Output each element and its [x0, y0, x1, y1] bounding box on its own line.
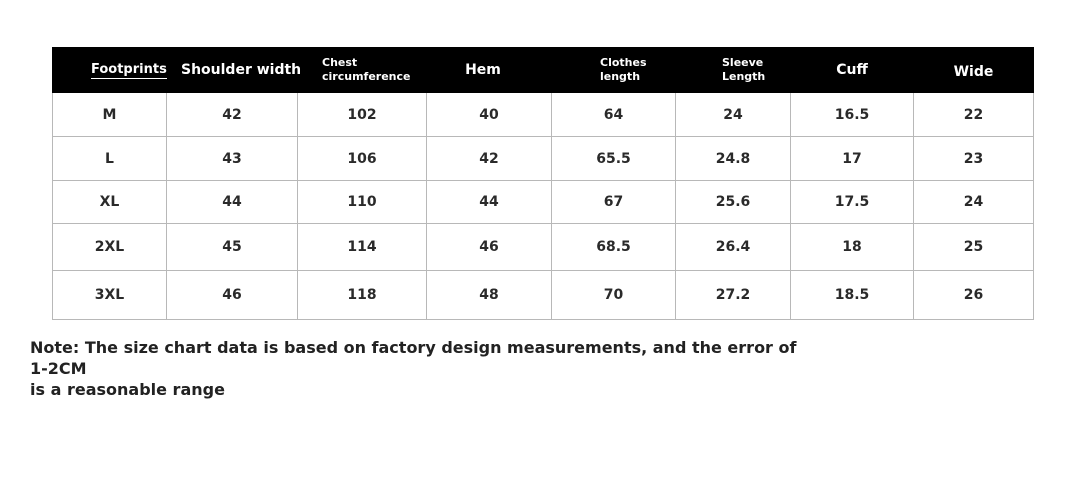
header-sleeve-line2: Length — [722, 70, 766, 83]
size-note-line1: Note: The size chart data is based on factory design measurements, and the error of 1-2CM — [30, 338, 797, 378]
table-row — [53, 181, 1034, 224]
header-chest-line1: Chest — [322, 56, 358, 69]
cell-shoulder: 46 — [167, 271, 298, 320]
table-body — [53, 93, 1034, 320]
cell-shoulder: 45 — [167, 224, 298, 271]
cell-chest: 114 — [298, 224, 427, 271]
cell-shoulder: 42 — [167, 93, 298, 137]
cell-wide: 26 — [914, 271, 1034, 320]
cell-chest: 106 — [298, 137, 427, 181]
header-chest-circumference — [298, 48, 427, 93]
cell-shoulder: 44 — [167, 181, 298, 224]
header-footprints-label: Footprints — [91, 61, 167, 77]
header-wide: Wide — [914, 48, 1034, 93]
cell-clothes-length: 64 — [552, 93, 676, 137]
cell-chest: 118 — [298, 271, 427, 320]
header-chest-line2: circumference — [322, 70, 411, 83]
header-clothes-line1: Clothes — [600, 56, 647, 69]
cell-clothes-length: 67 — [552, 181, 676, 224]
cell-cuff: 17 — [791, 137, 914, 181]
cell-wide: 23 — [914, 137, 1034, 181]
header-cuff: Cuff — [791, 48, 914, 93]
size-note-line2: is a reasonable range — [30, 380, 225, 399]
table-header — [53, 48, 1034, 93]
cell-hem: 48 — [427, 271, 552, 320]
cell-hem: 42 — [427, 137, 552, 181]
table-row — [53, 224, 1034, 271]
cell-chest: 110 — [298, 181, 427, 224]
cell-size: XL — [53, 181, 167, 224]
cell-sleeve-length: 27.2 — [676, 271, 791, 320]
header-clothes-length — [552, 48, 676, 93]
header-sleeve-length — [676, 48, 791, 93]
cell-size: M — [53, 93, 167, 137]
table-row — [53, 271, 1034, 320]
header-row — [53, 48, 1034, 93]
size-chart-table — [52, 47, 1034, 320]
cell-size: 2XL — [53, 224, 167, 271]
cell-sleeve-length: 24.8 — [676, 137, 791, 181]
cell-cuff: 16.5 — [791, 93, 914, 137]
cell-hem: 44 — [427, 181, 552, 224]
cell-chest: 102 — [298, 93, 427, 137]
cell-wide: 24 — [914, 181, 1034, 224]
cell-clothes-length: 65.5 — [552, 137, 676, 181]
cell-cuff: 17.5 — [791, 181, 914, 224]
cell-size: L — [53, 137, 167, 181]
cell-sleeve-length: 25.6 — [676, 181, 791, 224]
cell-sleeve-length: 24 — [676, 93, 791, 137]
header-sleeve-line1: Sleeve — [722, 56, 764, 69]
cell-size: 3XL — [53, 271, 167, 320]
header-hem: Hem — [427, 48, 552, 93]
cell-cuff: 18.5 — [791, 271, 914, 320]
table-row — [53, 137, 1034, 181]
cell-hem: 40 — [427, 93, 552, 137]
cell-wide: 25 — [914, 224, 1034, 271]
header-footprints — [53, 48, 167, 93]
table-row — [53, 93, 1034, 137]
cell-sleeve-length: 26.4 — [676, 224, 791, 271]
cell-cuff: 18 — [791, 224, 914, 271]
cell-clothes-length: 68.5 — [552, 224, 676, 271]
cell-wide: 22 — [914, 93, 1034, 137]
size-note — [30, 337, 810, 400]
cell-shoulder: 43 — [167, 137, 298, 181]
cell-clothes-length: 70 — [552, 271, 676, 320]
header-shoulder-width: Shoulder width — [167, 48, 298, 93]
header-clothes-line2: length — [600, 70, 641, 83]
cell-hem: 46 — [427, 224, 552, 271]
